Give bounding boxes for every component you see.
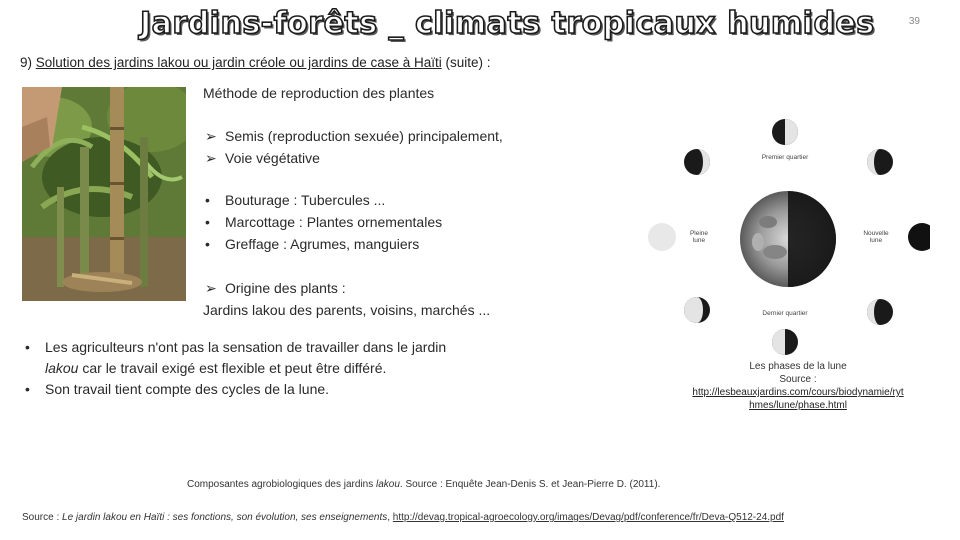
list-item: [205, 211, 442, 233]
origin-text: Jardins lakou des parents, voisins, marchés ...: [203, 302, 491, 318]
footer-source-title: Le jardin lakou en Haïti : ses fonctions, son évolution, ses enseignements: [62, 512, 388, 523]
origin-heading-text: Origine des plants :: [225, 280, 346, 296]
moon-phases-figure: [640, 112, 930, 357]
label-first-quarter: Premier quartier: [761, 154, 809, 161]
subtitle-underlined: Solution des jardins lakou ou jardin créole ou jardins de case à Haïti: [35, 55, 442, 70]
waning-crescent-moon-icon: [867, 299, 893, 325]
list-item-text: Son travail tient compte des cycles de la lune.: [45, 381, 330, 397]
full-moon-icon: [648, 223, 676, 251]
list-item-text: Bouturage : Tubercules ...: [225, 192, 386, 208]
plant-photo: [22, 87, 186, 301]
center-moon-icon: [740, 191, 836, 287]
moon-figure-caption: [690, 360, 906, 412]
list-item-text: Les agriculteurs n'ont pas la sensation de travailler dans le jardin: [45, 339, 447, 355]
page-number: 39: [908, 16, 920, 27]
label-last-quarter: Dernier quartier: [762, 310, 808, 317]
bullet-icon: •: [25, 339, 30, 355]
bullet-icon: •: [205, 214, 210, 230]
moon-caption-title: Les phases de la lune: [749, 361, 847, 372]
arrow-bullet-icon: ➢: [205, 280, 217, 296]
arrow-item-text: Voie végétative: [225, 150, 320, 166]
arrow-item-text: Semis (reproduction sexuée) principalement,: [225, 128, 503, 144]
new-moon-icon: [908, 223, 930, 251]
list-item-text: Greffage : Agrumes, manguiers: [225, 236, 420, 252]
list-item-continuation: [45, 358, 446, 379]
arrow-item: [205, 147, 503, 169]
arrow-item: [205, 125, 503, 147]
bullet-icon: •: [205, 192, 210, 208]
list-item: [25, 379, 446, 400]
waning-gibbous-moon-icon: [684, 297, 710, 323]
arrow-list: [205, 125, 503, 169]
arrow-bullet-icon: ➢: [205, 150, 217, 166]
origin-heading: [205, 277, 490, 299]
composition-source: [187, 479, 660, 490]
last-quarter-moon-icon: [772, 329, 798, 355]
moon-source-label: Source :: [779, 374, 817, 385]
list-item: [205, 233, 442, 255]
composition-source-suffix: . Source : Enquête Jean-Denis S. et Jean-Pierre D. (2011).: [399, 479, 661, 490]
gibbous-moon-icon-top: [867, 149, 893, 175]
waxing-crescent-moon-icon: [684, 149, 710, 175]
bullet-icon: •: [205, 236, 210, 252]
origin-block: [205, 277, 490, 321]
label-new-moon: Nouvelle lune: [863, 230, 889, 244]
section-subtitle: [20, 55, 491, 70]
composition-source-italic: lakou: [376, 479, 400, 490]
subtitle-prefix: 9): [20, 55, 36, 70]
bullet-icon: •: [25, 381, 30, 397]
footer-source: [22, 512, 784, 523]
footer-source-link[interactable]: http://devag.tropical-agroecology.org/images/Devag/pdf/conference/fr/Deva-Q512-24.pdf: [392, 512, 784, 523]
arrow-bullet-icon: ➢: [205, 128, 217, 144]
first-quarter-moon-icon: [772, 119, 798, 145]
list-item-text: Marcottage : Plantes ornementales: [225, 214, 443, 230]
label-full-moon: Pleine lune: [689, 230, 709, 244]
subtitle-suffix: (suite) :: [441, 55, 491, 70]
vegetative-methods-list: [205, 189, 442, 255]
footer-source-prefix: Source :: [22, 512, 63, 523]
farmers-list: [25, 337, 446, 400]
list-item: [205, 189, 442, 211]
method-heading: Méthode de reproduction des plantes: [203, 85, 435, 101]
composition-source-prefix: Composantes agrobiologiques des jardins: [187, 479, 377, 490]
list-item-text: car le travail exigé est flexible et peut être différé.: [78, 360, 387, 376]
bamboo-plant-image: [22, 87, 186, 301]
list-item: [25, 337, 446, 358]
moon-source-link[interactable]: http://lesbeauxjardins.com/cours/biodynamie/rythmes/lune/phase.html: [692, 387, 904, 411]
slide-title: Jardins-forêts _ climats tropicaux humides: [140, 6, 875, 41]
footer-source-separator: ,: [387, 512, 393, 523]
italic-lakou: lakou: [45, 360, 79, 376]
